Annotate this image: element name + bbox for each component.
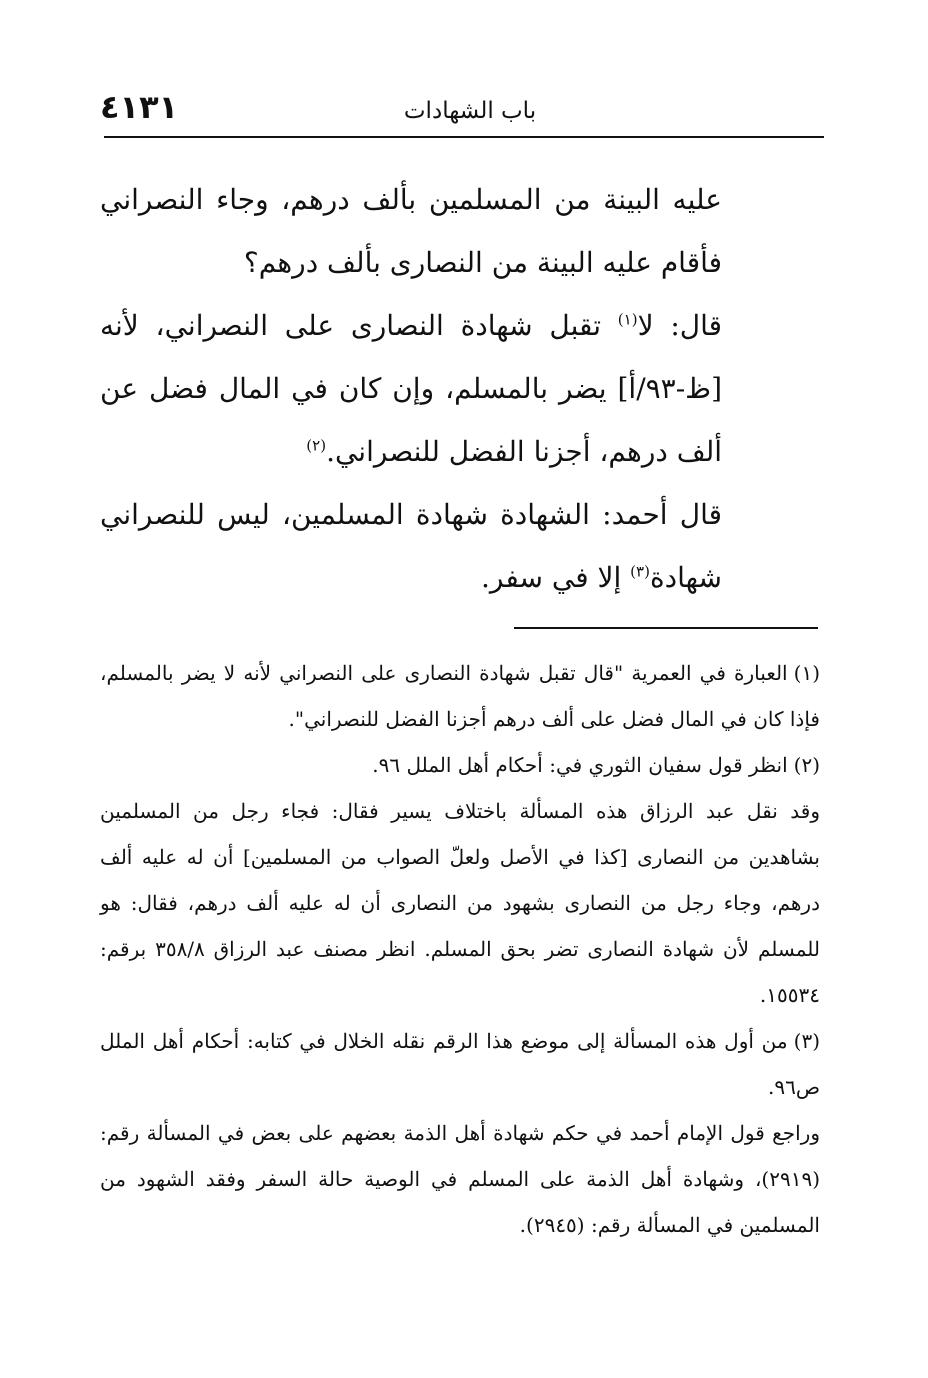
footnote-marker-2: (٢) bbox=[306, 436, 327, 455]
footnote-1-number: (١) bbox=[793, 661, 820, 685]
footnote-3 bbox=[100, 1018, 820, 1110]
paragraph-3 bbox=[100, 483, 722, 609]
footnote-3-number: (٣) bbox=[793, 1029, 820, 1053]
footnote-2-continuation: وقد نقل عبد الرزاق هذه المسألة باختلاف يسير فقال: فجاء رجل من المسلمين بشاهدين من النصارى [كذا في الأصل ولعلّ الصواب من المسلمين] أن له عليه ألف درهم، وجاء رجل من النصارى بشهود من النصارى أن له عليه ألف درهم، فقال: هو للمسلم لأن شهادة النصارى تضر بحق المسلم. انظر مصنف عبد الرزاق ٣٥٨/٨ برقم: ١٥٥٣٤. bbox=[100, 799, 820, 1007]
footnote-2-number: (٢) bbox=[793, 753, 820, 777]
footnote-marker-3: (٣) bbox=[630, 562, 650, 581]
footnote-separator bbox=[514, 627, 818, 629]
paragraph-2 bbox=[100, 294, 722, 483]
footnotes bbox=[100, 650, 820, 1248]
footnote-3-continuation: وراجع قول الإمام أحمد في حكم شهادة أهل الذمة بعضهم على بعض في المسألة رقم: (٢٩١٩)، وشهادة أهل الذمة على المسلم في الوصية حالة السفر وفقد الشهود من المسلمين في المسألة رقم: (٢٩٤٥). bbox=[100, 1121, 821, 1237]
footnote-marker-1: (١) bbox=[617, 310, 638, 329]
header-rule bbox=[104, 136, 824, 138]
paragraph-3-start: قال أحمد: الشهادة شهادة المسلمين، ليس للنصراني شهادة bbox=[100, 498, 722, 594]
footnote-1 bbox=[100, 650, 820, 742]
paragraph-2-body: تقبل شهادة النصارى على النصراني، لأنه [ظ-٩٣/أ] يضر بالمسلم، وإن كان في المال فضل عن ألف درهم، أجزنا الفضل للنصراني. bbox=[100, 309, 722, 468]
page-number: ٤١٣١ bbox=[100, 88, 179, 126]
paragraph-3-end: إلا في سفر. bbox=[481, 561, 631, 594]
footnote-2-text: انظر قول سفيان الثوري في: أحكام أهل الملل ٩٦. bbox=[372, 753, 788, 777]
footnote-3-text: من أول هذه المسألة إلى موضع هذا الرقم نقله الخلال في كتابه: أحكام أهل الملل ص٩٦. bbox=[100, 1029, 820, 1099]
paragraph-1: عليه البينة من المسلمين بألف درهم، وجاء النصراني فأقام عليه البينة من النصارى بألف درهم؟ bbox=[100, 183, 722, 279]
chapter-title: باب الشهادات bbox=[403, 98, 537, 124]
paragraph-2-start: قال: لا bbox=[637, 309, 723, 342]
main-text bbox=[100, 168, 722, 609]
footnote-2 bbox=[100, 742, 820, 788]
footnote-1-text: العبارة في العمرية "قال تقبل شهادة النصارى على النصراني لأنه لا يضر بالمسلم، فإذا كان في المال فضل على ألف درهم أجزنا الفضل للنصراني". bbox=[100, 661, 820, 731]
